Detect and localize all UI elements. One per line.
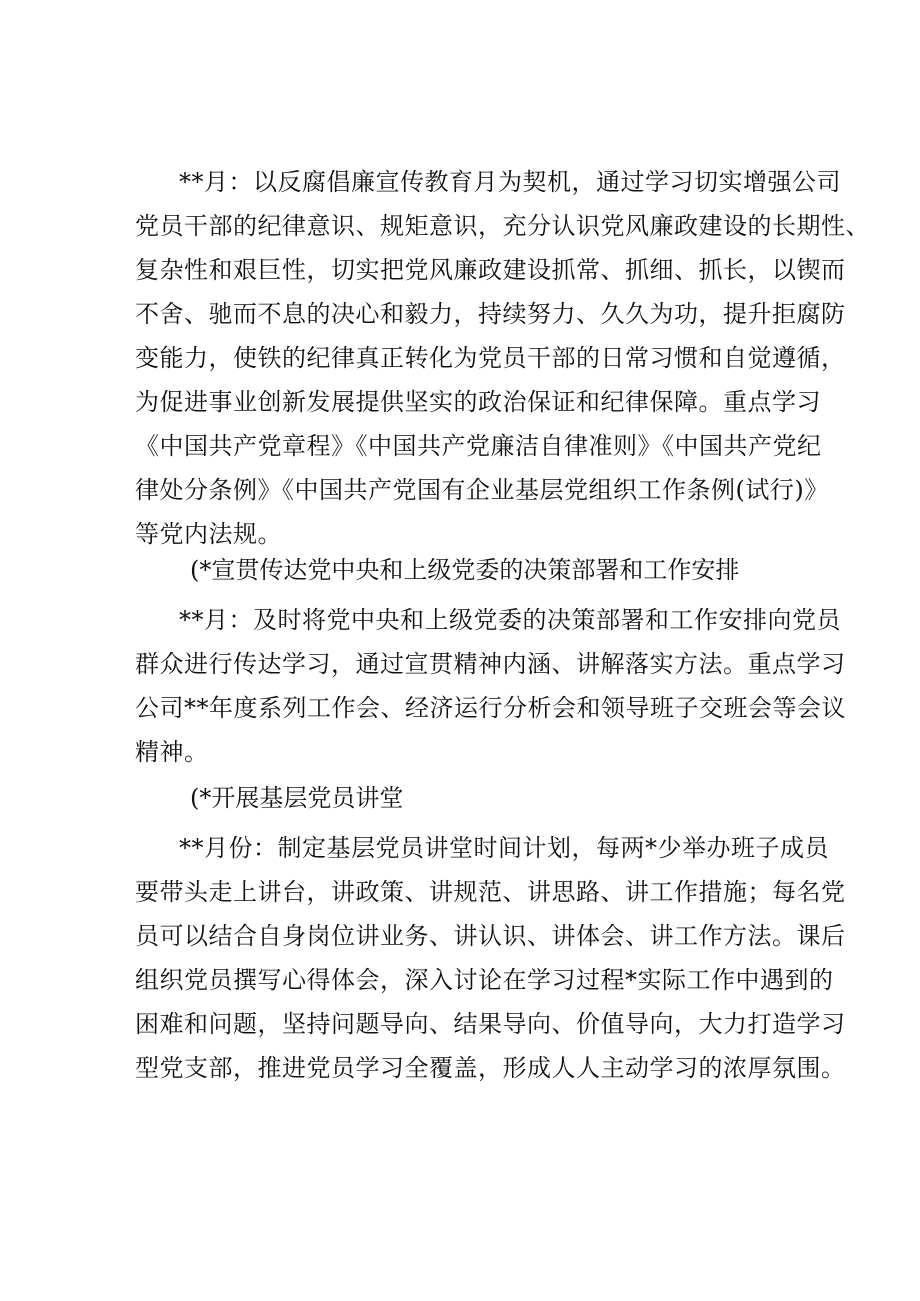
paragraph-line: 复杂性和艰巨性，切实把党风廉政建设抓常、抓细、抓长，以锲而 [135,256,846,284]
section-heading-policy: (*宣贯传达党中央和上级党委的决策部署和工作安排 [190,556,740,584]
paragraph-policy [135,598,846,774]
paragraph-line: 困难和问题，坚持问题导向、结果导向、价值导向，大力打造学习 [135,1010,846,1038]
paragraph-line: 变能力，使铁的纪律真正转化为党员干部的日常习惯和自觉遵循， [135,344,846,372]
paragraph-line: 精神。 [135,738,209,766]
paragraph-line: 公司**年度系列工作会、经济运行分析会和领导班子交班会等会议 [135,694,846,722]
paragraph-lecture [135,826,846,1090]
paragraph-line: 等党内法规。 [135,520,282,548]
paragraph-line: **月：及时将党中央和上级党委的决策部署和工作安排向党员 [179,606,841,634]
paragraph-line: 要带头走上讲台，讲政策、讲规范、讲思路、讲工作措施；每名党 [135,878,846,906]
paragraph-line: 党员干部的纪律意识、规矩意识，充分认识党风廉政建设的长期性、 [135,212,870,240]
paragraph-line: 《中国共产党章程》《中国共产党廉洁自律准则》《中国共产党纪 [135,432,822,460]
paragraph-anti-corruption [135,160,870,556]
section-heading-lecture: (*开展基层党员讲堂 [190,784,404,812]
paragraph-line: 律处分条例》《中国共产党国有企业基层党组织工作条例(试行)》 [135,476,829,504]
paragraph-line: 群众进行传达学习，通过宣贯精神内涵、讲解落实方法。重点学习 [135,650,846,678]
paragraph-line: 为促进事业创新发展提供坚实的政治保证和纪律保障。重点学习 [135,388,821,416]
paragraph-line: 员可以结合自身岗位讲业务、讲认识、讲体会、讲工作方法。课后 [135,922,846,950]
paragraph-line: **月：以反腐倡廉宣传教育月为契机，通过学习切实增强公司 [179,168,841,196]
paragraph-line: 组织党员撰写心得体会，深入讨论在学习过程*实际工作中遇到的 [135,966,834,994]
paragraph-line: 不舍、驰而不息的决心和毅力，持续努力、久久为功，提升拒腐防 [135,300,846,328]
paragraph-line: 型党支部，推进党员学习全覆盖，形成人人主动学习的浓厚氛围。 [135,1054,846,1082]
paragraph-line: **月份：制定基层党员讲堂时间计划，每两*少举办班子成员 [179,834,829,862]
